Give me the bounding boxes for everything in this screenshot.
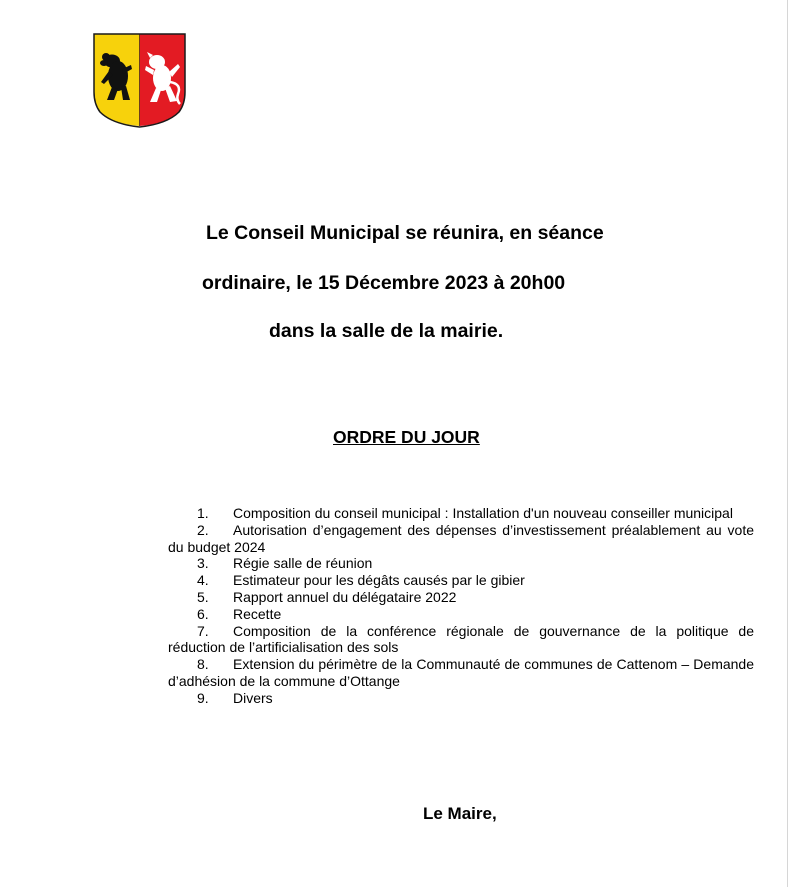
agenda-item-number: 2. [197, 521, 209, 538]
coat-of-arms-icon [92, 32, 187, 129]
agenda-item-text: Composition du conseil municipal : Installation d'un nouveau conseiller municipal [233, 505, 733, 521]
agenda-item-text: Rapport annuel du délégataire 2022 [233, 588, 457, 605]
page-edge [787, 0, 788, 887]
agenda-item [168, 690, 754, 707]
meeting-announcement-line-2: ordinaire, le 15 Décembre 2023 à 20h00 [202, 272, 566, 294]
agenda-item-number: 3. [197, 555, 209, 572]
agenda-item-text: Divers [233, 689, 273, 706]
agenda-item-number: 6. [197, 605, 209, 622]
agenda-list [168, 505, 754, 707]
meeting-announcement-line-1: Le Conseil Municipal se réunira, en séance [206, 222, 604, 244]
agenda-item-number: 7. [197, 622, 209, 639]
mayor-signature-label: Le Maire, [423, 804, 497, 823]
agenda-item-text: Composition de la conférence régionale de gouvernance de la politique de réduction de l’artificialisation des sols [168, 622, 754, 656]
agenda-item [168, 505, 754, 522]
agenda-item-number: 4. [197, 572, 209, 589]
agenda-item-text: Régie salle de réunion [233, 555, 373, 572]
agenda-item-number: 1. [197, 505, 209, 521]
agenda-item [168, 606, 754, 623]
agenda-title: ORDRE DU JOUR [333, 427, 480, 447]
agenda-item [168, 589, 754, 606]
agenda-item-text: Recette [233, 605, 282, 622]
agenda-item [168, 572, 754, 589]
agenda-item [168, 623, 754, 657]
agenda-item-text: Autorisation d’engagement des dépenses d’investissement préalablement au vote du budget 2024 [168, 521, 754, 555]
agenda-item-number: 8. [197, 656, 209, 673]
agenda-item [168, 555, 754, 572]
agenda-item [168, 656, 754, 690]
meeting-announcement-line-3: dans la salle de la mairie. [269, 320, 504, 342]
agenda-item [168, 522, 754, 556]
agenda-item-text: Estimateur pour les dégâts causés par le gibier [233, 572, 525, 589]
agenda-item-text: Extension du périmètre de la Communauté de communes de Cattenom – Demande d’adhésion de la commune d’Ottange [168, 656, 754, 689]
agenda-item-number: 5. [197, 588, 209, 605]
agenda-item-number: 9. [197, 689, 209, 706]
